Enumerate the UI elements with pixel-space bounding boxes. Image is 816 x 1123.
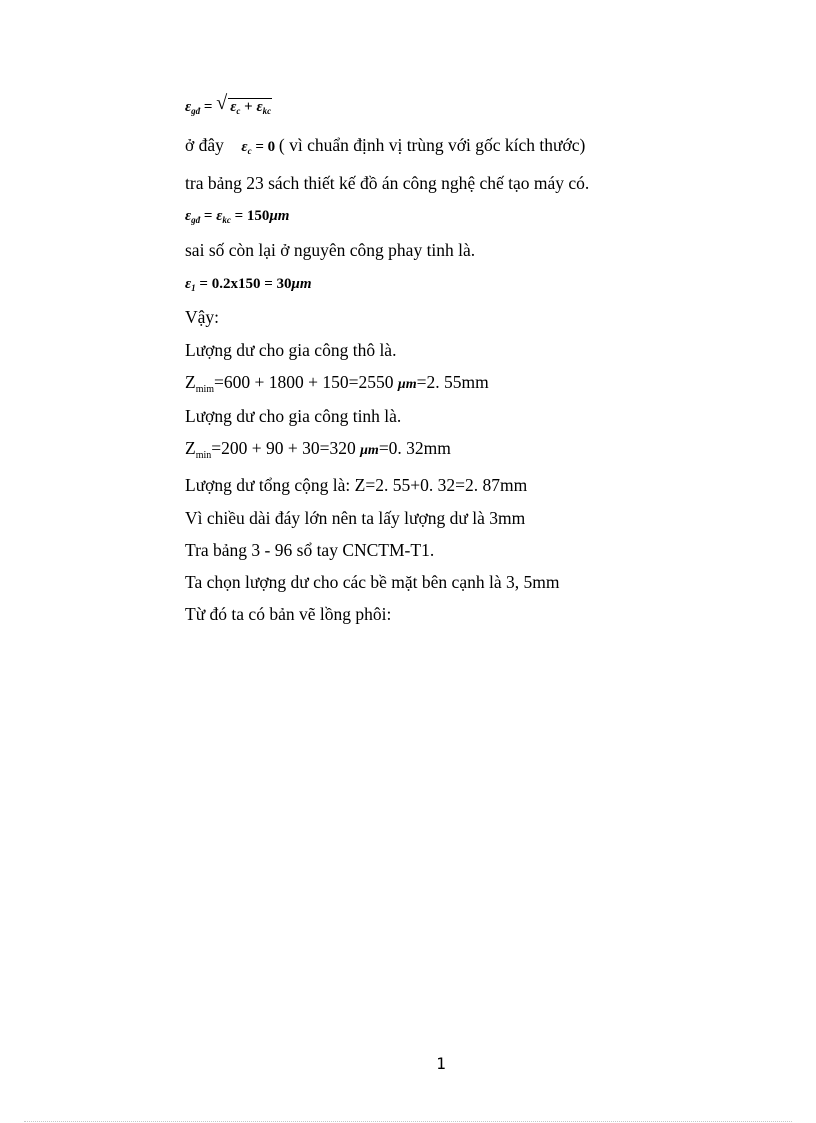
epsilon-symbol: ε [185,276,192,292]
text: =200 + 90 + 30=320 [211,438,361,458]
subscript: c [247,146,252,156]
paragraph-chieu-dai: Vì chiều dài đáy lớn nên ta lấy lượng dư là 3mm [185,508,526,528]
epsilon-symbol: ε [230,99,237,115]
paragraph-tra-bang-2: Tra bảng 3 - 96 sổ tay CNCTM-T1. [185,540,435,560]
formula-error-positioning [185,92,272,121]
text: =600 + 1800 + 150=2550 [214,372,398,392]
value: = 0.2x150 = 30 [199,276,292,292]
subscript: 1 [191,283,196,293]
epsilon-symbol: ε [241,139,248,155]
unit: μm [269,208,290,224]
paragraph-o-day [185,135,585,161]
square-root [216,92,272,121]
text: =0. 32mm [378,438,451,458]
value: = 150 [234,208,270,224]
text: Z [185,438,196,458]
epsilon-symbol: ε [185,208,192,224]
formula-error-value [185,206,289,230]
text: ở đây [185,135,224,155]
subscript: kc [222,215,231,225]
paragraph-zmin-rough [185,372,489,400]
formula-epsilon-c-zero [241,139,278,155]
subscript: kc [262,106,272,116]
paragraph-tinh-label: Lượng dư cho gia công tinh là. [185,406,402,426]
subscript: min [195,450,212,461]
paragraph-vay: Vậy: [185,307,220,327]
paragraph-tra-bang: tra bảng 23 sách thiết kế đồ án công nghệ chế tạo máy có. [185,173,590,193]
paragraph-zmin-finish [185,438,451,466]
subscript: c [236,106,241,116]
paragraph-sai-so: sai số còn lại ở nguyên công phay tinh là. [185,240,476,260]
unit: μm [397,377,417,392]
footer-divider [24,1121,792,1122]
epsilon-symbol: ε [256,99,263,115]
paragraph-chon: Ta chọn lượng dư cho các bề mặt bên cạnh là 3, 5mm [185,572,560,592]
radical-sign: √ [216,92,228,114]
equals-sign: = [203,99,213,115]
radicand [228,98,272,115]
paragraph-thoi-label: Lượng dư cho gia công thô là. [185,340,397,360]
unit: μm [291,276,312,292]
epsilon-symbol: ε [185,99,192,115]
subscript: mim [195,384,215,395]
page-number: 1 [436,1054,446,1073]
epsilon-symbol: ε [216,208,223,224]
paragraph-tong: Lượng dư tổng cộng là: Z=2. 55+0. 32=2. 87mm [185,475,528,495]
text: ( vì chuẩn định vị trùng với gốc kích thước) [278,135,586,155]
plus-sign: + [244,99,253,115]
equals-sign: = [203,208,213,224]
formula-residual-error [185,274,312,298]
unit: μm [360,443,379,458]
subscript: gđ [191,215,201,225]
paragraph-ban-ve: Từ đó ta có bản vẽ lồng phôi: [185,604,392,624]
text: =2. 55mm [416,372,489,392]
equals-zero: = 0 [255,139,276,155]
subscript: gđ [191,106,201,116]
text: Z [185,372,196,392]
